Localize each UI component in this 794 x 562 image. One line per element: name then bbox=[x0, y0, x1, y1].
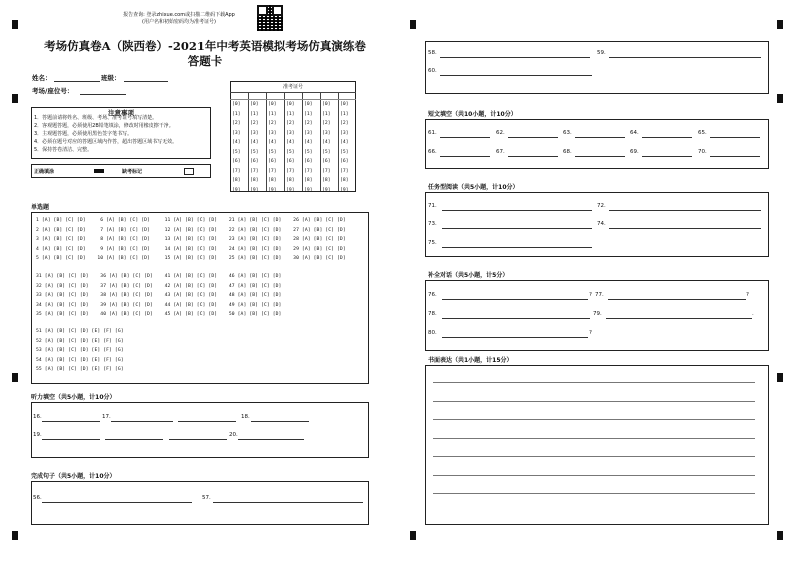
task-reading-section-title: 任务型阅读（共5小题，计10分） bbox=[428, 184, 519, 191]
q56-label: 56. bbox=[33, 495, 42, 501]
exam-id-bubble[interactable]: [7] bbox=[340, 168, 349, 174]
exam-id-bubble[interactable]: [5] bbox=[322, 149, 331, 155]
q60-label: 60. bbox=[428, 68, 437, 74]
report-sub-notice: (用户名和初始密码均为准考证号) bbox=[142, 19, 216, 25]
short-fill-label: 62. bbox=[496, 130, 505, 136]
exam-id-bubble[interactable]: [7] bbox=[268, 168, 277, 174]
exam-id-bubble[interactable]: [6] bbox=[268, 159, 277, 164]
exam-id-bubble[interactable]: [9] bbox=[286, 187, 295, 193]
note-item: 1．答题前请将姓名、班级、考场、准考证号填写清楚。 bbox=[34, 115, 158, 121]
exam-id-bubble[interactable]: [2] bbox=[322, 121, 331, 126]
q16-answer-line[interactable] bbox=[42, 421, 100, 422]
name-label: 姓名： bbox=[32, 74, 52, 82]
q59-answer-line[interactable] bbox=[609, 57, 761, 58]
mc-row[interactable]: 1 [A] [B] [C] [D] 6 [A] [B] [C] [D] 11 [A] [B] [C] [D] 21 [A] [B] [C] [D] 26 [A] [B] [C] [D] bbox=[36, 218, 346, 223]
seat-label: 考场/座位号： bbox=[32, 87, 74, 95]
q80-label: 80. bbox=[428, 330, 437, 336]
exam-id-bubble[interactable]: [0] bbox=[304, 102, 313, 107]
q73-label: 73. bbox=[428, 221, 437, 227]
note-item: 3．主观题答题，必须使用黑色签字笔书写。 bbox=[34, 131, 133, 137]
exam-id-title: 准考证号 bbox=[282, 84, 303, 90]
exam-id-bubble[interactable]: [6] bbox=[232, 159, 241, 164]
note-item: 4．必须在题号对应的答题区域内作答，超出答题区域书写无效。 bbox=[34, 139, 178, 145]
exam-id-bubble[interactable]: [1] bbox=[304, 111, 313, 117]
exam-id-bubble[interactable]: [8] bbox=[322, 178, 331, 183]
registration-mark bbox=[12, 94, 18, 103]
correct-fill-mark bbox=[94, 169, 104, 173]
short-fill-label: 64. bbox=[630, 130, 639, 136]
q60-answer-line[interactable] bbox=[440, 75, 592, 76]
q17-answer-line[interactable] bbox=[111, 421, 173, 422]
writing-line[interactable] bbox=[433, 475, 755, 476]
exam-id-bubble[interactable]: [3] bbox=[268, 130, 277, 136]
writing-box[interactable] bbox=[425, 365, 769, 525]
exam-id-bubble[interactable]: [1] bbox=[268, 111, 277, 117]
seat-field[interactable] bbox=[80, 94, 126, 95]
q74-label: 74. bbox=[597, 221, 606, 227]
exam-id-bubble[interactable]: [3] bbox=[250, 130, 259, 136]
q80-answer-line[interactable] bbox=[442, 337, 588, 338]
exam-id-bubble[interactable]: [9] bbox=[250, 187, 259, 193]
q71-answer-line[interactable] bbox=[442, 210, 592, 211]
exam-id-bubble[interactable]: [6] bbox=[304, 159, 313, 164]
exam-id-bubble[interactable]: [4] bbox=[250, 140, 259, 145]
exam-id-bubble[interactable]: [3] bbox=[340, 130, 349, 136]
q19-answer-line[interactable] bbox=[42, 439, 100, 440]
complete-section-title: 完成句子（共5小题，计10分） bbox=[31, 473, 116, 480]
exam-id-bubble[interactable]: [9] bbox=[232, 187, 241, 193]
q77-answer-line[interactable] bbox=[608, 299, 746, 300]
name-field[interactable] bbox=[54, 81, 100, 82]
mc-row[interactable]: 53 [A] [B] [C] [D] [E] [F] [G] bbox=[36, 348, 124, 354]
class-field[interactable] bbox=[124, 81, 168, 82]
qr-code-icon bbox=[257, 5, 283, 31]
mc-row[interactable]: 31 [A] [B] [C] [D] 36 [A] [B] [C] [D] 41 [A] [B] [C] [D] 46 [A] [B] [C] [D] bbox=[36, 274, 282, 279]
exam-id-bubble[interactable]: [4] bbox=[232, 140, 241, 145]
q19-answer-line-3[interactable] bbox=[169, 439, 227, 440]
q17-answer-line-2[interactable] bbox=[178, 421, 236, 422]
q19-answer-line-2[interactable] bbox=[105, 439, 163, 440]
exam-id-bubble[interactable]: [1] bbox=[250, 111, 259, 117]
mc-row[interactable]: 34 [A] [B] [C] [D] 39 [A] [B] [C] [D] 44 [A] [B] [C] [D] 49 [A] [B] [C] [D] bbox=[36, 302, 282, 308]
q79-dot: . bbox=[752, 311, 754, 317]
q79-label: 79. bbox=[593, 311, 602, 317]
exam-id-bubble[interactable]: [9] bbox=[322, 187, 331, 193]
mc-row[interactable]: 55 [A] [B] [C] [D] [E] [F] [G] bbox=[36, 367, 124, 373]
registration-mark bbox=[777, 94, 783, 103]
mc-section-title: 单选题 bbox=[31, 204, 50, 211]
mc-row[interactable]: 35 [A] [B] [C] [D] 40 [A] [B] [C] [D] 45 [A] [B] [C] [D] 50 [A] [B] [C] [D] bbox=[36, 312, 282, 318]
exam-id-bubble[interactable]: [8] bbox=[232, 178, 241, 183]
q71-label: 71. bbox=[428, 203, 437, 209]
exam-id-column[interactable] bbox=[232, 100, 240, 195]
short-fill-label: 61. bbox=[428, 130, 437, 136]
mc-row[interactable]: 32 [A] [B] [C] [D] 37 [A] [B] [C] [D] 42 [A] [B] [C] [D] 47 [A] [B] [C] [D] bbox=[36, 283, 282, 289]
report-notice: 报告查询: 登录zhixue.com或扫描二维码下载App bbox=[123, 12, 235, 18]
short-fill-answer-line[interactable] bbox=[710, 137, 760, 138]
mc-row[interactable]: 2 [A] [B] [C] [D] 7 [A] [B] [C] [D] 12 [A] [B] [C] [D] 22 [A] [B] [C] [D] 27 [A] [B] [C] [D] bbox=[36, 227, 346, 233]
exam-id-bubble[interactable]: [5] bbox=[250, 149, 259, 155]
exam-id-bubble[interactable]: [2] bbox=[286, 121, 295, 126]
exam-id-bubble[interactable]: [3] bbox=[232, 130, 241, 136]
exam-id-bubble[interactable]: [0] bbox=[286, 102, 295, 107]
writing-line[interactable] bbox=[433, 493, 755, 494]
exam-id-bubble[interactable]: [4] bbox=[268, 140, 277, 145]
exam-id-bubble[interactable]: [1] bbox=[286, 111, 295, 117]
short-fill-answer-line[interactable] bbox=[508, 137, 558, 138]
q73-answer-line[interactable] bbox=[442, 228, 592, 229]
q75-answer-line[interactable] bbox=[442, 247, 592, 248]
exam-id-column[interactable] bbox=[286, 100, 294, 195]
exam-id-bubble[interactable]: [5] bbox=[232, 149, 241, 155]
note-item: 5．保持答卷清洁、完整。 bbox=[34, 147, 93, 153]
missing-checkbox[interactable] bbox=[184, 168, 194, 175]
registration-mark bbox=[12, 373, 18, 382]
q78-answer-line[interactable] bbox=[442, 318, 590, 319]
short-fill-answer-line[interactable] bbox=[575, 156, 625, 157]
short-fill-answer-line[interactable] bbox=[508, 156, 558, 157]
exam-id-bubble[interactable]: [9] bbox=[304, 187, 313, 193]
exam-id-bubble[interactable]: [4] bbox=[322, 140, 331, 145]
exam-id-bubble[interactable]: [4] bbox=[340, 140, 349, 145]
short-fill-label: 65. bbox=[698, 130, 707, 136]
q58-60-box bbox=[425, 41, 769, 94]
q75-label: 75. bbox=[428, 240, 437, 246]
q16-label: 16. bbox=[33, 414, 42, 420]
q57-answer-line[interactable] bbox=[213, 502, 363, 503]
exam-id-bubble[interactable]: [9] bbox=[268, 187, 277, 193]
mc-row[interactable]: 54 [A] [B] [C] [D] [E] [F] [G] bbox=[36, 357, 124, 363]
exam-id-bubble[interactable]: [0] bbox=[322, 102, 331, 107]
registration-mark bbox=[410, 531, 416, 540]
writing-line[interactable] bbox=[433, 456, 755, 457]
q57-label: 57. bbox=[202, 495, 211, 501]
q76-answer-line[interactable] bbox=[442, 299, 588, 300]
listening-section-title: 听力填空（共5小题，计10分） bbox=[31, 394, 116, 401]
q20-label: 20. bbox=[229, 432, 238, 438]
short-fill-label: 63. bbox=[563, 130, 572, 136]
q59-label: 59. bbox=[597, 50, 606, 56]
short-fill-label: 67. bbox=[496, 149, 505, 155]
q77-qmark: ? bbox=[746, 292, 749, 298]
exam-id-column[interactable] bbox=[250, 100, 258, 195]
q72-answer-line[interactable] bbox=[609, 210, 761, 211]
short-fill-section-title: 短文填空（共10小题，计10分） bbox=[428, 111, 517, 118]
exam-id-bubble[interactable]: [2] bbox=[250, 121, 259, 126]
exam-id-bubble[interactable]: [8] bbox=[286, 178, 295, 183]
exam-id-bubble[interactable]: [5] bbox=[304, 149, 313, 155]
short-fill-label: 69. bbox=[630, 149, 639, 155]
exam-id-bubble[interactable]: [2] bbox=[268, 121, 277, 126]
q20-answer-line[interactable] bbox=[238, 439, 304, 440]
exam-id-bubble[interactable]: [7] bbox=[286, 168, 295, 174]
exam-id-bubble[interactable]: [1] bbox=[232, 111, 241, 117]
registration-mark bbox=[12, 20, 18, 29]
q76-qmark: ? bbox=[589, 292, 592, 298]
q17-label: 17. bbox=[102, 414, 111, 420]
note-item: 2．客观题答题，必须使用2B铅笔填涂，修改时用橡皮擦干净。 bbox=[34, 123, 174, 129]
q76-label: 76. bbox=[428, 292, 437, 298]
exam-id-column[interactable] bbox=[304, 100, 312, 195]
exam-id-bubble[interactable]: [0] bbox=[250, 102, 259, 107]
writing-line[interactable] bbox=[433, 401, 755, 402]
short-fill-answer-line[interactable] bbox=[642, 137, 692, 138]
exam-id-bubble[interactable]: [2] bbox=[340, 121, 349, 126]
exam-id-bubble[interactable]: [6] bbox=[322, 159, 331, 164]
complete-box bbox=[31, 481, 369, 525]
q74-answer-line[interactable] bbox=[609, 228, 761, 229]
exam-id-bubble[interactable]: [8] bbox=[250, 178, 259, 183]
exam-id-bubble[interactable]: [7] bbox=[250, 168, 259, 174]
dialogue-section-title: 补全对话（共5小题，计5分） bbox=[428, 272, 509, 279]
q78-label: 78. bbox=[428, 311, 437, 317]
exam-id-bubble[interactable]: [9] bbox=[340, 187, 349, 193]
q77-label: 77. bbox=[595, 292, 604, 298]
exam-id-column[interactable] bbox=[322, 100, 330, 195]
notes-title: 注意事项 bbox=[108, 109, 134, 117]
q72-label: 72. bbox=[597, 203, 606, 209]
exam-id-bubble[interactable]: [6] bbox=[340, 159, 349, 164]
q58-label: 58. bbox=[428, 50, 437, 56]
registration-mark bbox=[410, 20, 416, 29]
exam-id-bubble[interactable]: [6] bbox=[250, 159, 259, 164]
q80-qmark: ? bbox=[589, 330, 592, 336]
short-fill-answer-line[interactable] bbox=[710, 156, 760, 157]
registration-mark bbox=[12, 531, 18, 540]
exam-id-bubble[interactable]: [1] bbox=[322, 111, 331, 117]
exam-id-bubble[interactable]: [3] bbox=[286, 130, 295, 136]
exam-id-bubble[interactable]: [8] bbox=[340, 178, 349, 183]
exam-id-bubble[interactable]: [4] bbox=[286, 140, 295, 145]
mc-row[interactable]: 52 [A] [B] [C] [D] [E] [F] [G] bbox=[36, 338, 124, 344]
exam-id-bubble[interactable]: [6] bbox=[286, 159, 295, 164]
exam-id-bubble[interactable]: [0] bbox=[232, 102, 241, 107]
short-fill-answer-line[interactable] bbox=[440, 137, 490, 138]
exam-id-bubble[interactable]: [5] bbox=[340, 149, 349, 155]
writing-line[interactable] bbox=[433, 382, 755, 383]
exam-id-bubble[interactable]: [7] bbox=[322, 168, 331, 174]
short-fill-answer-line[interactable] bbox=[440, 156, 490, 157]
exam-id-column[interactable] bbox=[340, 100, 348, 195]
writing-line[interactable] bbox=[433, 419, 755, 420]
exam-id-bubble[interactable]: [7] bbox=[304, 168, 313, 174]
exam-id-bubble[interactable]: [5] bbox=[286, 149, 295, 155]
mc-row[interactable]: 33 [A] [B] [C] [D] 38 [A] [B] [C] [D] 43 [A] [B] [C] [D] 48 [A] [B] [C] [D] bbox=[36, 293, 282, 299]
short-fill-box bbox=[425, 119, 769, 169]
q58-answer-line[interactable] bbox=[440, 57, 590, 58]
short-fill-label: 66. bbox=[428, 149, 437, 155]
registration-mark bbox=[777, 20, 783, 29]
page-title: 考场仿真卷A（陕西卷）-2021年中考英语模拟考场仿真演练卷 bbox=[44, 39, 366, 53]
exam-id-column[interactable] bbox=[268, 100, 276, 195]
writing-line[interactable] bbox=[433, 438, 755, 439]
registration-mark bbox=[777, 531, 783, 540]
short-fill-answer-line[interactable] bbox=[575, 137, 625, 138]
q18-label: 18. bbox=[241, 414, 250, 420]
q19-label: 19. bbox=[33, 432, 42, 438]
exam-id-bubble[interactable]: [5] bbox=[268, 149, 277, 155]
mc-row[interactable]: 51 [A] [B] [C] [D] [E] [F] [G] bbox=[36, 329, 124, 334]
mc-row[interactable]: 4 [A] [B] [C] [D] 9 [A] [B] [C] [D] 14 [A] [B] [C] [D] 24 [A] [B] [C] [D] 29 [A] [B] [C] [D] bbox=[36, 246, 346, 252]
exam-id-bubble[interactable]: [3] bbox=[322, 130, 331, 136]
exam-id-bubble[interactable]: [3] bbox=[304, 130, 313, 136]
exam-id-bubble[interactable]: [0] bbox=[268, 102, 277, 107]
missing-label: 缺考标记 bbox=[122, 169, 143, 175]
correct-fill-label: 正确填涂 bbox=[34, 169, 55, 175]
exam-id-bubble[interactable]: [2] bbox=[232, 121, 241, 126]
short-fill-label: 70. bbox=[698, 149, 707, 155]
writing-section-title: 书面表达（共1小题，计15分） bbox=[428, 357, 513, 364]
exam-id-bubble[interactable]: [8] bbox=[304, 178, 313, 183]
exam-id-bubble[interactable]: [7] bbox=[232, 168, 241, 174]
exam-id-bubble[interactable]: [8] bbox=[268, 178, 277, 183]
short-fill-answer-line[interactable] bbox=[642, 156, 692, 157]
exam-id-bubble[interactable]: [0] bbox=[340, 102, 349, 107]
registration-mark bbox=[777, 373, 783, 382]
exam-id-bubble[interactable]: [2] bbox=[304, 121, 313, 126]
listening-box bbox=[31, 402, 369, 458]
exam-id-bubble[interactable]: [4] bbox=[304, 140, 313, 145]
q79-answer-line[interactable] bbox=[606, 318, 752, 319]
mc-row[interactable]: 3 [A] [B] [C] [D] 8 [A] [B] [C] [D] 13 [A] [B] [C] [D] 23 [A] [B] [C] [D] 28 [A] [B] [C] [D] bbox=[36, 237, 346, 243]
class-label: 班级： bbox=[101, 74, 121, 82]
exam-id-bubble[interactable]: [1] bbox=[340, 111, 349, 117]
mc-row[interactable]: 5 [A] [B] [C] [D] 10 [A] [B] [C] [D] 15 [A] [B] [C] [D] 25 [A] [B] [C] [D] 30 [A] [B] [C] [D] bbox=[36, 256, 346, 262]
page-subtitle: 答题卡 bbox=[187, 54, 223, 68]
q18-answer-line[interactable] bbox=[251, 421, 309, 422]
q56-answer-line[interactable] bbox=[42, 502, 192, 503]
short-fill-label: 68. bbox=[563, 149, 572, 155]
